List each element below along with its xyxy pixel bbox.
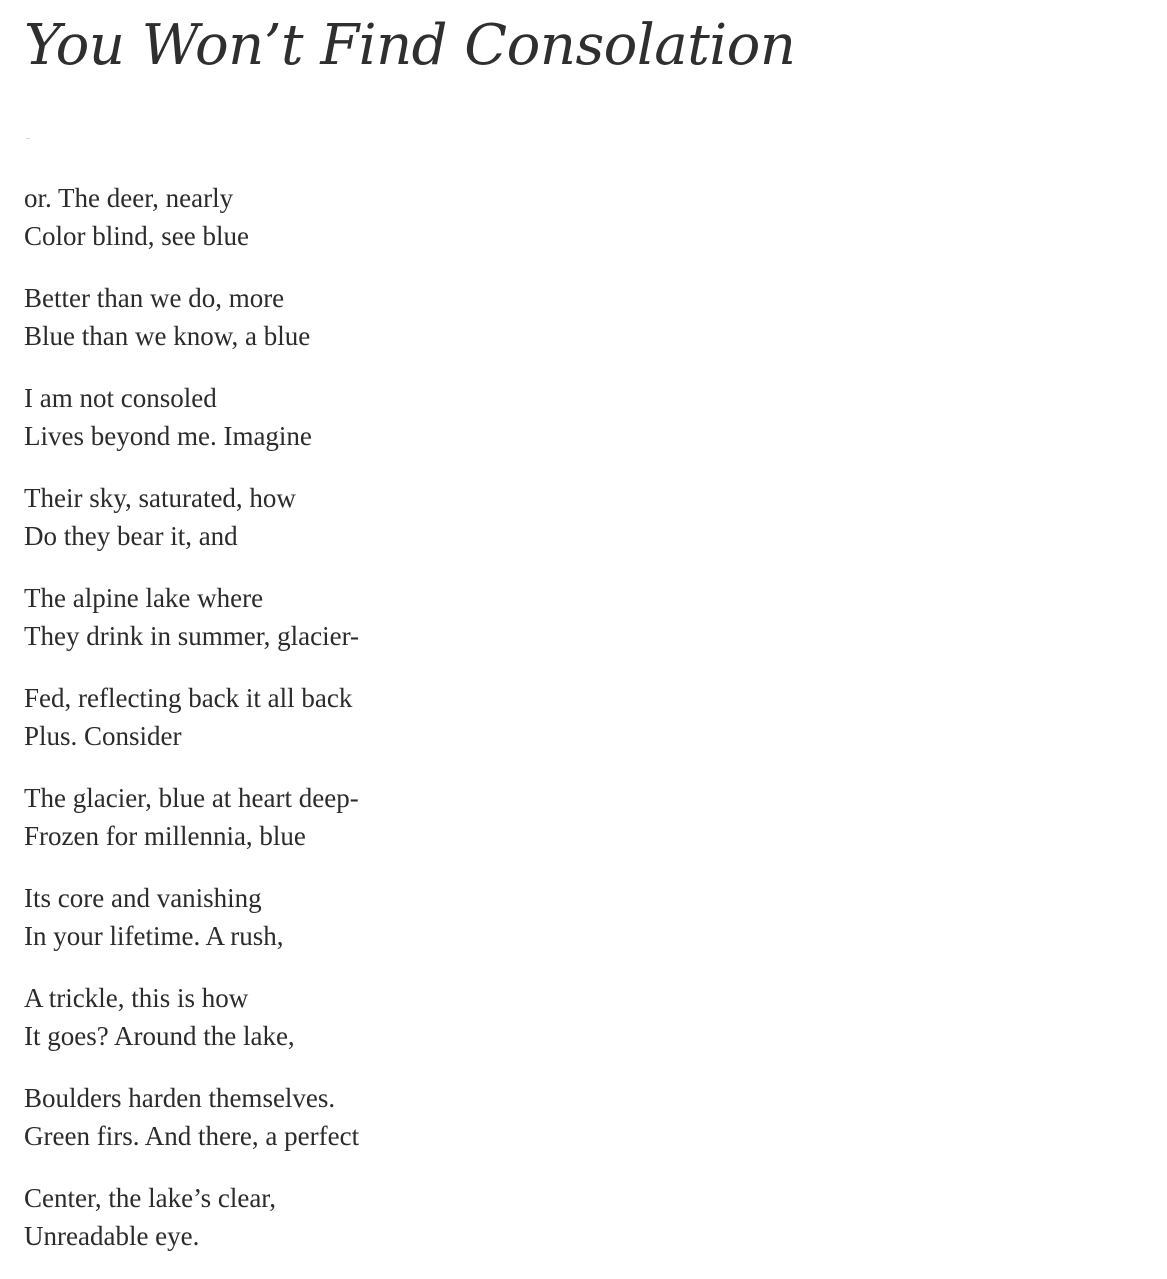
poem-line: Frozen for millennia, blue	[24, 821, 306, 851]
poem-line: The glacier, blue at heart deep-	[24, 783, 359, 813]
stanza	[24, 779, 359, 855]
poem-line: Color blind, see blue	[24, 221, 249, 251]
poem-line: A trickle, this is how	[24, 983, 249, 1013]
poem-page	[24, 0, 1124, 1251]
poem-line: or. The deer, nearly	[24, 183, 234, 213]
stanza	[24, 979, 359, 1055]
poem-line: Green firs. And there, a perfect	[24, 1121, 360, 1151]
poem-title: You Won’t Find Consolation	[24, 13, 796, 78]
poem-line: Plus. Consider	[24, 721, 182, 751]
poem-line: Lives beyond me. Imagine	[24, 421, 312, 451]
stanza	[24, 1079, 359, 1155]
poem-body	[24, 179, 359, 1279]
stanza	[24, 1179, 359, 1255]
stanza	[24, 579, 359, 655]
stanza	[24, 479, 359, 555]
stanza	[24, 379, 359, 455]
poem-line: Their sky, saturated, how	[24, 483, 296, 513]
poem-line: The alpine lake where	[24, 583, 264, 613]
stanza	[24, 179, 359, 255]
stanza	[24, 679, 359, 755]
stanza	[24, 879, 359, 955]
poem-line: Its core and vanishing	[24, 883, 262, 913]
divider-mark	[26, 138, 30, 139]
poem-line: Do they bear it, and	[24, 521, 238, 551]
poem-line: Fed, reflecting back it all back	[24, 683, 353, 713]
poem-line: I am not consoled	[24, 383, 217, 413]
poem-line: Blue than we know, a blue	[24, 321, 311, 351]
poem-line: Unreadable eye.	[24, 1221, 200, 1251]
poem-line: Boulders harden themselves.	[24, 1083, 336, 1113]
poem-line: They drink in summer, glacier-	[24, 621, 360, 651]
stanza	[24, 279, 359, 355]
poem-line: It goes? Around the lake,	[24, 1021, 295, 1051]
poem-line: In your lifetime. A rush,	[24, 921, 284, 951]
poem-line: Better than we do, more	[24, 283, 285, 313]
poem-line: Center, the lake’s clear,	[24, 1183, 276, 1213]
